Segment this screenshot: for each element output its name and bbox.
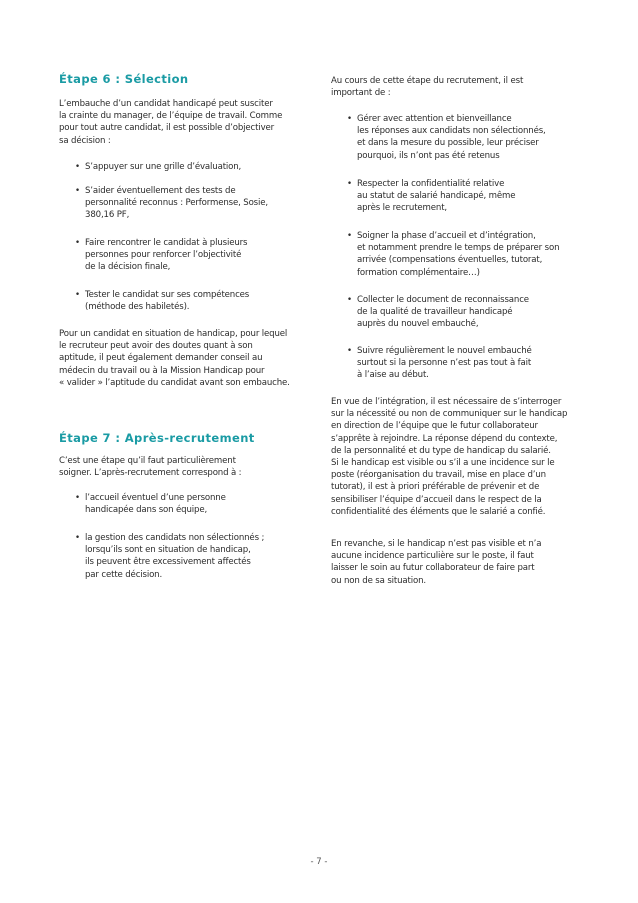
bullet-line: Suivre régulièrement le nouvel embauché <box>357 346 532 356</box>
bullet-line: au statut de salarié handicapé, même <box>357 191 516 202</box>
bullet-text <box>85 185 268 222</box>
bullet-line: formation complémentaire…) <box>357 267 480 278</box>
bullet-text <box>357 230 559 279</box>
bullet-line: S’appuyer sur une grille d’évaluation, <box>85 162 242 172</box>
text-line: Pour un candidat en situation de handicap, pour lequel <box>59 329 288 339</box>
bullet-line: Soigner la phase d’accueil et d’intégration, <box>357 231 536 241</box>
text-line: soigner. L’après-recrutement correspond à : <box>59 468 242 479</box>
text-line: Si le handicap est visible ou s’il a une incidence sur le <box>331 458 555 469</box>
text-line: « valider » l’aptitude du candidat avant son embauche. <box>59 377 290 388</box>
bullet-text <box>85 161 241 173</box>
bullet-line: Respecter la confidentialité relative <box>357 179 505 189</box>
right-intro <box>331 75 523 99</box>
text-line: confidentialité des éléments que le salarié a confié. <box>331 506 546 517</box>
bullet-line: arrivée (compensations éventuelles, tutorat, <box>357 255 543 266</box>
bullet-text <box>357 294 529 331</box>
step7-heading: Étape 7 : Après-recrutement <box>59 431 255 445</box>
bullet-line: (méthode des habiletés). <box>85 302 190 313</box>
text-line: laisser le soin au futur collaborateur de faire part <box>331 563 535 574</box>
step6-heading: Étape 6 : Sélection <box>59 72 189 86</box>
bullet-text <box>85 237 247 274</box>
bullet-text <box>357 345 532 382</box>
bullet-line: ils peuvent être excessivement affectés <box>85 557 251 568</box>
bullet-icon: • <box>75 186 80 196</box>
bullet-line: S’aider éventuellement des tests de <box>85 186 236 196</box>
bullet-line: Gérer avec attention et bienveillance <box>357 114 512 124</box>
bullet-line: après le recrutement, <box>357 203 448 214</box>
bullet-line: auprès du nouvel embauché, <box>357 319 479 330</box>
bullet-line: pourquoi, ils n’ont pas été retenus <box>357 150 500 161</box>
bullet-line: personnes pour renforcer l’objectivité <box>85 250 242 261</box>
page-number: - 7 - <box>310 857 328 867</box>
bullet-icon: • <box>347 179 352 189</box>
text-line: sur la nécessité ou non de communiquer sur le handicap <box>331 409 568 420</box>
text-line: pour tout autre candidat, il est possible d’objectiver <box>59 123 275 134</box>
bullet-line: et dans la mesure du possible, leur préciser <box>357 138 539 149</box>
text-line: sa décision : <box>59 135 111 146</box>
bullet-line: Collecter le document de reconnaissance <box>357 295 529 305</box>
bullet-line: à l’aise au début. <box>357 370 429 381</box>
right-paragraph-1 <box>331 396 567 518</box>
bullet-line: Tester le candidat sur ses compétences <box>85 290 250 300</box>
bullet-line: et notamment prendre le temps de préparer son <box>357 243 560 254</box>
text-line: la crainte du manager, de l’équipe de travail. Comme <box>59 111 283 122</box>
bullet-icon: • <box>75 162 80 172</box>
bullet-icon: • <box>75 493 80 503</box>
text-line: important de : <box>331 88 391 99</box>
bullet-line: lorsqu’ils sont en situation de handicap, <box>85 545 251 556</box>
bullet-line: les réponses aux candidats non sélectionnés, <box>357 126 546 137</box>
text-line: le recruteur peut avoir des doutes quant à son <box>59 341 253 352</box>
bullet-text <box>85 289 249 313</box>
bullet-icon: • <box>75 238 80 248</box>
text-line: médecin du travail ou à la Mission Handicap pour <box>59 365 265 376</box>
text-line: aucune incidence particulière sur le poste, il faut <box>331 551 534 562</box>
step7-intro <box>59 455 241 479</box>
bullet-icon: • <box>347 346 352 356</box>
text-line: En vue de l’intégration, il est nécessaire de s’interroger <box>331 397 562 407</box>
bullet-line: surtout si la personne n’est pas tout à fait <box>357 358 532 369</box>
bullet-icon: • <box>75 290 80 300</box>
text-line: En revanche, si le handicap n’est pas visible et n’a <box>331 539 542 549</box>
text-line: sensibiliser l’équipe d’accueil dans le respect de la <box>331 494 542 505</box>
bullet-line: Faire rencontrer le candidat à plusieurs <box>85 238 248 248</box>
text-line: Au cours de cette étape du recrutement, il est <box>331 76 524 86</box>
text-line: ou non de sa situation. <box>331 575 426 586</box>
bullet-text <box>85 532 264 581</box>
bullet-text <box>85 492 226 516</box>
text-line: L’embauche d’un candidat handicapé peut susciter <box>59 99 273 109</box>
text-line: aptitude, il peut également demander conseil au <box>59 353 263 364</box>
bullet-line: 380,16 PF, <box>85 210 130 221</box>
bullet-line: l’accueil éventuel d’une personne <box>85 493 226 503</box>
bullet-icon: • <box>75 533 80 543</box>
text-line: de la personnalité et du type de handicap du salarié. <box>331 445 551 456</box>
text-line: poste (réorganisation du travail, mise en place d’un <box>331 470 546 481</box>
bullet-text <box>357 178 515 215</box>
bullet-text <box>357 113 546 162</box>
step6-intro <box>59 98 282 147</box>
bullet-icon: • <box>347 114 352 124</box>
text-line: C’est une étape qu’il faut particulièrement <box>59 456 236 466</box>
bullet-icon: • <box>347 231 352 241</box>
bullet-icon: • <box>347 295 352 305</box>
step6-closing <box>59 328 290 389</box>
bullet-line: handicapée dans son équipe, <box>85 505 208 516</box>
bullet-line: de la qualité de travailleur handicapé <box>357 307 513 318</box>
text-line: s’apprête à rejoindre. La réponse dépend du contexte, <box>331 433 558 444</box>
bullet-line: de la décision finale, <box>85 262 171 273</box>
right-paragraph-2 <box>331 538 541 587</box>
bullet-line: la gestion des candidats non sélectionnés ; <box>85 533 265 543</box>
text-line: en direction de l’équipe que le futur collaborateur <box>331 421 538 432</box>
text-line: tutorat), il est à priori préférable de prévenir et de <box>331 482 540 493</box>
bullet-line: par cette décision. <box>85 569 163 580</box>
bullet-line: personnalité reconnus : Performense, Sosie, <box>85 198 268 209</box>
